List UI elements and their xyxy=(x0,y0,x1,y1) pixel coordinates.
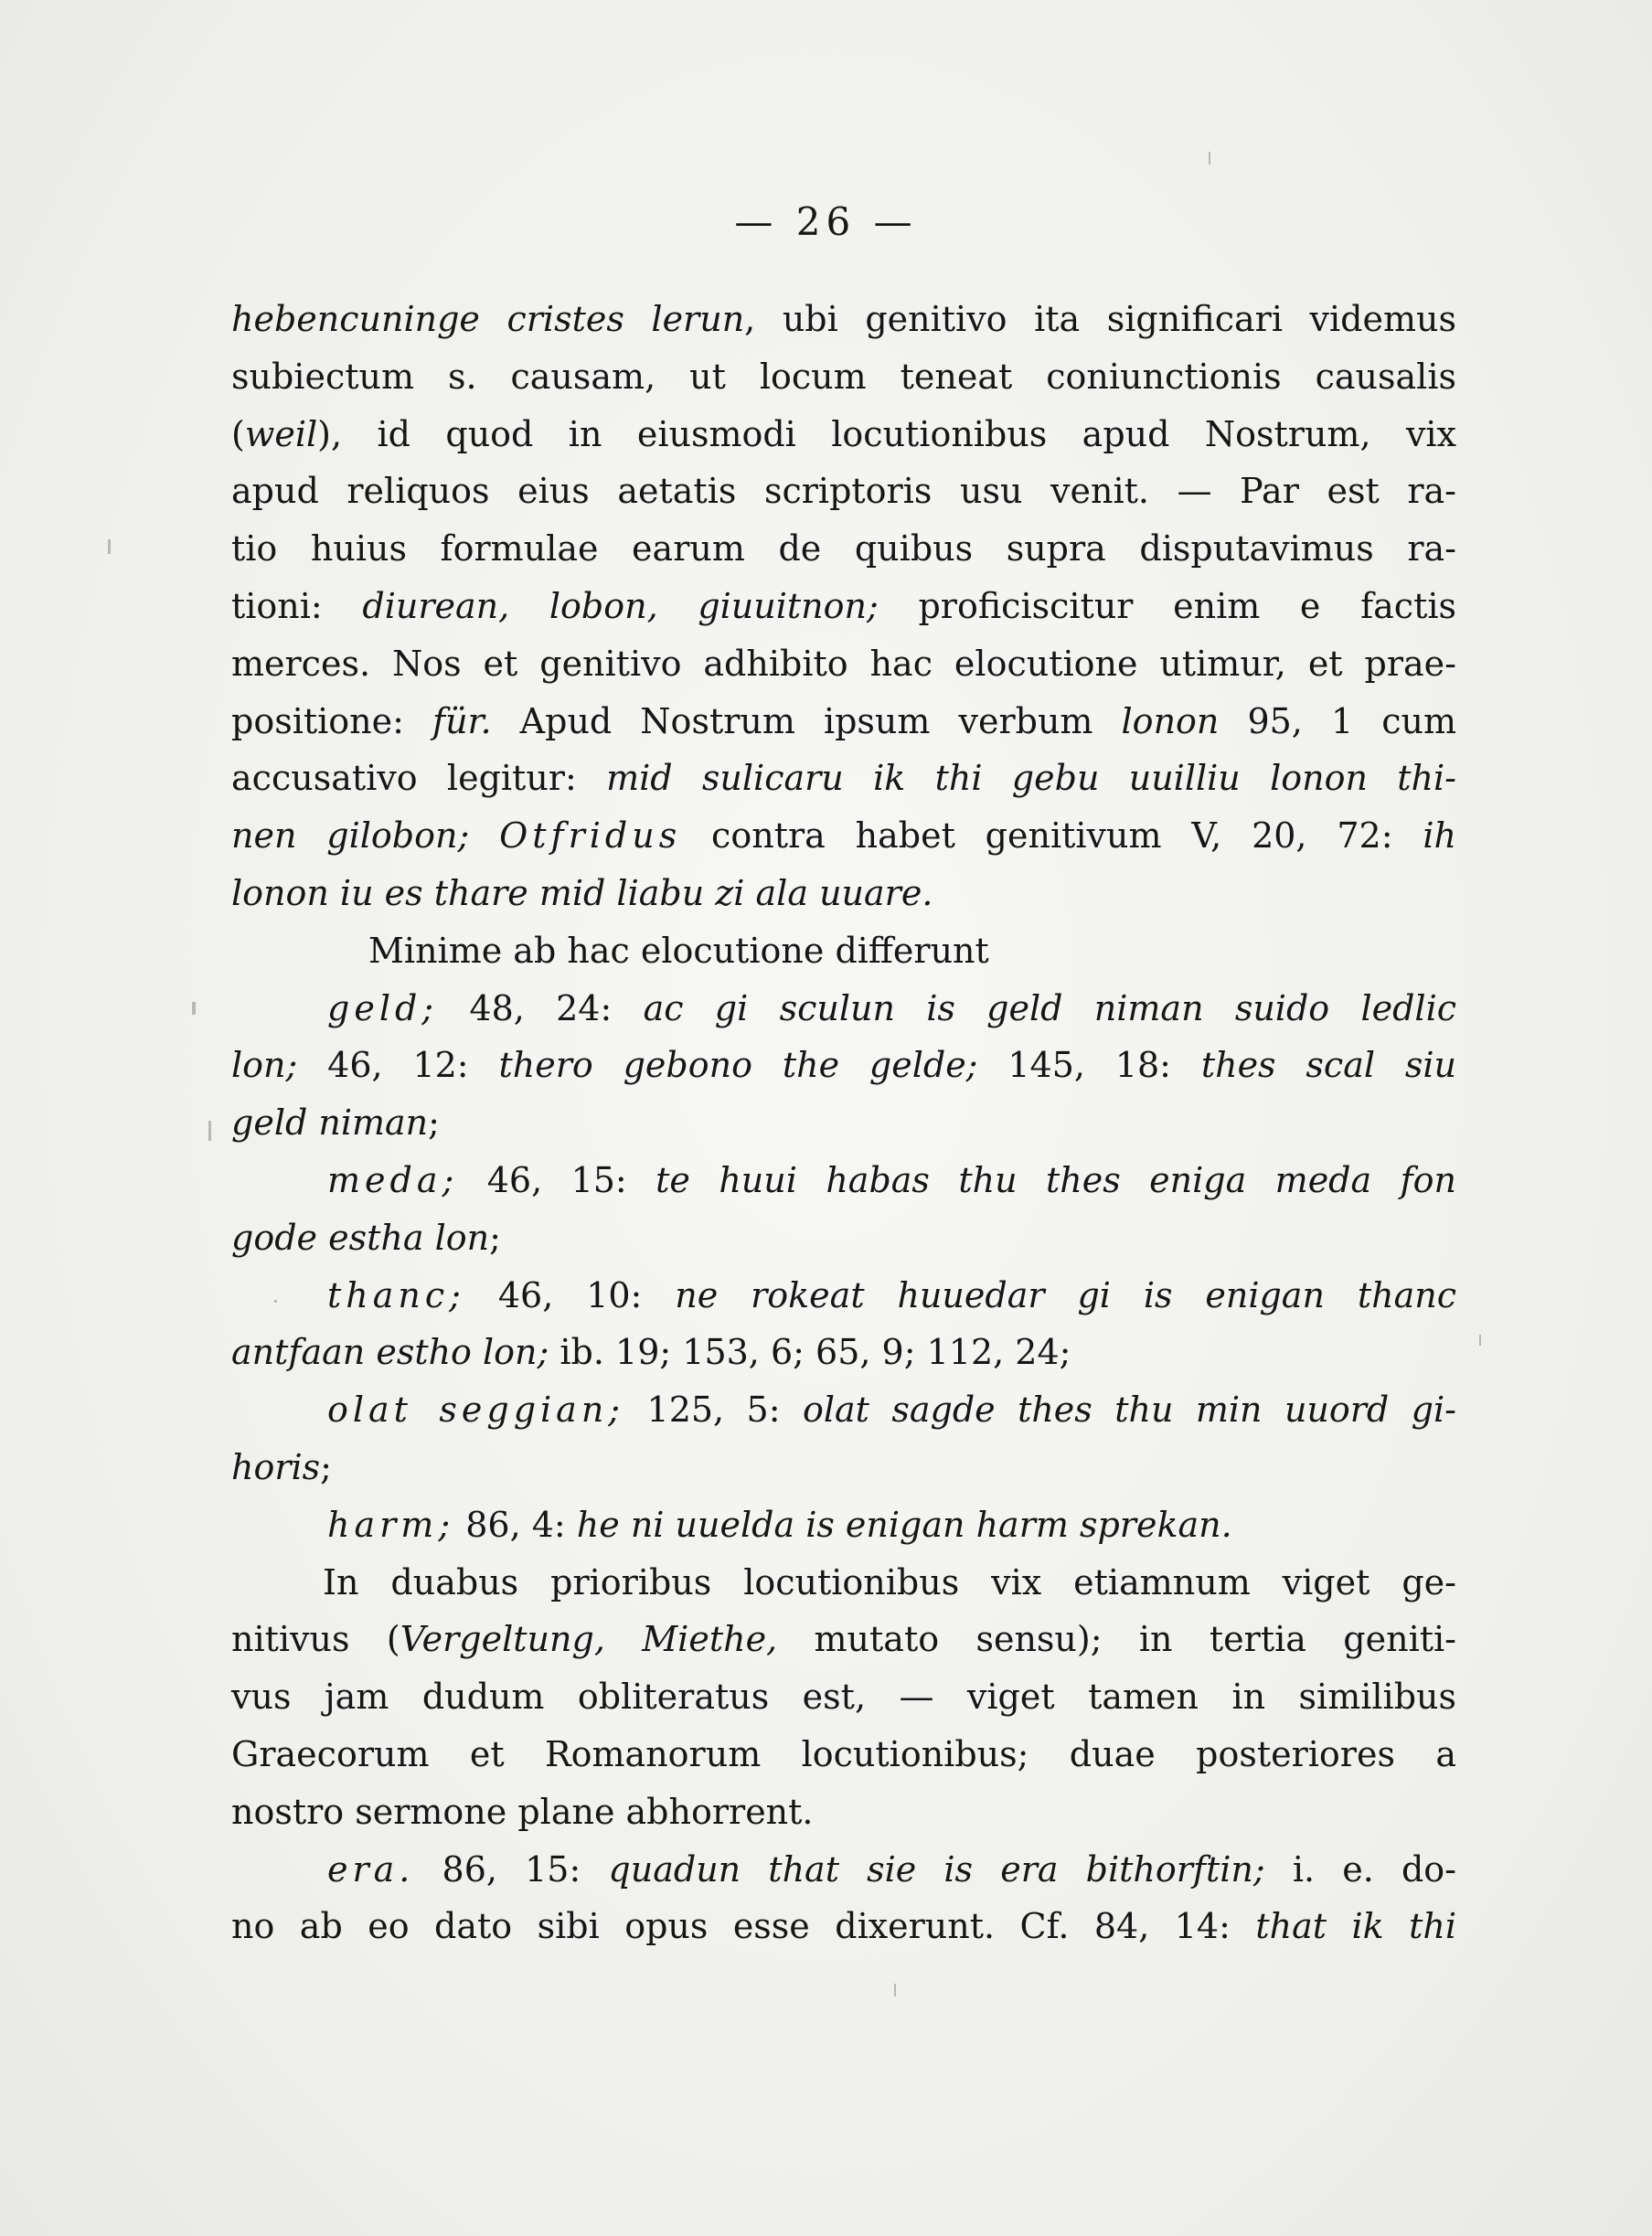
paper-speck xyxy=(108,539,111,554)
emphasized-text: he ni uuelda is enigan harm sprekan. xyxy=(576,1504,1232,1545)
text-run: nitivus ( xyxy=(231,1619,400,1660)
emphasized-text: geld; xyxy=(327,987,439,1028)
emphasized-text: weil xyxy=(244,413,318,454)
text-run: 145, 18: xyxy=(977,1045,1201,1086)
text-run: ; xyxy=(428,1102,440,1144)
emphasized-text: that ik thi xyxy=(1255,1906,1457,1947)
emphasized-text: harm; xyxy=(327,1504,455,1545)
emphasized-text: mid sulicaru ik thi gebu uuilliu lonon thi- xyxy=(606,758,1456,799)
text-run: accusativo legitur: xyxy=(231,758,607,799)
text-run: 86, 4: xyxy=(454,1504,577,1545)
text-run: proficiscitur enim e factis xyxy=(878,585,1457,626)
text-run: 46, 15: xyxy=(458,1159,656,1200)
text-line xyxy=(231,865,1456,922)
text-run: 46, 10: xyxy=(464,1274,676,1315)
text-line xyxy=(231,635,1456,693)
text-line xyxy=(231,807,1456,865)
emphasized-text: thero gebono the gelde; xyxy=(498,1045,978,1086)
emphasized-text: thes scal siu xyxy=(1200,1045,1456,1086)
emphasized-text: lon; xyxy=(231,1045,298,1086)
emphasized-text: horis xyxy=(231,1446,321,1487)
text-line xyxy=(231,1324,1456,1381)
emphasized-text: lonon iu es thare mid liabu zi ala uuare. xyxy=(231,872,933,913)
emphasized-text: era. xyxy=(327,1848,415,1890)
text-run: 48, 24: xyxy=(438,987,644,1028)
text-run: tioni: xyxy=(231,585,363,626)
paper-speck xyxy=(894,1984,896,1996)
text-line xyxy=(231,348,1456,406)
text-run: nostro sermone plane abhorrent. xyxy=(231,1791,814,1832)
paper-speck xyxy=(274,1300,277,1303)
emphasized-text: gode estha lon xyxy=(231,1217,490,1258)
paper-speck xyxy=(1479,1335,1481,1346)
text-line xyxy=(231,1898,1456,1955)
text-run: tio huius formulae earum de quibus supra disputavimus ra- xyxy=(231,528,1456,570)
text-run: apud reliquos eius aetatis scriptoris usu venit. — Par est ra- xyxy=(231,471,1456,512)
emphasized-text: te huui habas thu thes eniga meda fon xyxy=(655,1159,1456,1200)
text-line xyxy=(231,750,1456,807)
emphasized-text: meda; xyxy=(327,1159,459,1200)
emphasized-text: hebencuninge cristes lerun xyxy=(231,299,745,339)
emphasized-text: ac gi sculun is geld niman suido ledlic xyxy=(643,987,1457,1028)
text-run: positione: xyxy=(231,700,432,741)
text-line xyxy=(231,1726,1456,1783)
text-run: Graecorum et Romanorum locutionibus; duae posteriores a xyxy=(231,1733,1456,1774)
text-run: merces. Nos et genitivo adhibito hac elocutione utimur, et prae- xyxy=(231,643,1456,684)
text-run: In duabus prioribus locutionibus vix etiamnum viget ge- xyxy=(323,1561,1456,1602)
text-line xyxy=(231,1496,1456,1554)
text-run: mutato sensu); in tertia geniti- xyxy=(777,1619,1456,1660)
text-line xyxy=(231,980,1456,1038)
text-run: subiectum s. causam, ut locum teneat coniunctionis causalis xyxy=(231,356,1456,397)
emphasized-text: quadun that sie is era bithorftin; xyxy=(608,1848,1265,1890)
paper-speck xyxy=(208,1121,211,1141)
page-number: — 26 — xyxy=(734,199,918,244)
paper-speck xyxy=(1209,152,1210,165)
text-run: Minime ab hac elocutione differunt xyxy=(368,930,989,971)
text-run: ( xyxy=(231,413,245,454)
text-run: contra habet genitivum V, 20, 72: xyxy=(681,815,1423,857)
text-run: ; xyxy=(489,1217,501,1258)
text-run: 125, 5: xyxy=(624,1390,803,1431)
text-line xyxy=(231,693,1456,751)
emphasized-text: geld niman xyxy=(231,1102,429,1144)
emphasized-text: nen gilobon; xyxy=(231,815,500,857)
text-line xyxy=(231,463,1456,520)
emphasized-text: ih xyxy=(1423,815,1456,857)
text-run: 95, 1 cum xyxy=(1219,700,1456,741)
body-text xyxy=(231,291,1456,1955)
text-run: ), id quod in eiusmodi locutionibus apud Nostrum, vix xyxy=(317,413,1456,454)
text-line xyxy=(231,922,1456,980)
text-line xyxy=(231,1209,1456,1267)
text-line xyxy=(231,520,1456,578)
text-run: ib. 19; 153, 6; 65, 9; 112, 24; xyxy=(549,1332,1071,1373)
text-run: , ubi genitivo ita significari videmus xyxy=(744,299,1456,339)
text-line xyxy=(231,1611,1456,1668)
text-line xyxy=(231,291,1456,348)
text-line xyxy=(231,578,1456,635)
text-line xyxy=(231,406,1456,463)
emphasized-text: Vergeltung, Miethe, xyxy=(400,1619,778,1660)
emphasized-text: lonon xyxy=(1121,700,1220,741)
text-line xyxy=(231,1037,1456,1094)
text-run: i. e. do- xyxy=(1264,1848,1456,1890)
emphasized-text: ne rokeat huuedar gi is enigan thanc xyxy=(675,1274,1456,1315)
emphasized-text: olat seggian; xyxy=(327,1390,625,1431)
emphasized-text: Otfridus xyxy=(499,815,682,857)
text-run: no ab eo dato sibi opus esse dixerunt. Cf. 84, 14: xyxy=(231,1906,1256,1947)
text-run: ; xyxy=(320,1446,332,1487)
text-line xyxy=(231,1152,1456,1209)
emphasized-text: diurean, lobon, giuuitnon; xyxy=(362,585,879,626)
text-line xyxy=(231,1668,1456,1726)
emphasized-text: antfaan estho lon; xyxy=(231,1332,549,1373)
paper-speck xyxy=(192,1002,196,1015)
text-line xyxy=(231,1783,1456,1841)
text-run: 46, 12: xyxy=(297,1045,499,1086)
text-line xyxy=(231,1841,1456,1899)
text-run: vus jam dudum obliteratus est, — viget tamen in similibus xyxy=(231,1677,1456,1718)
emphasized-text: für. xyxy=(432,700,492,741)
text-line xyxy=(231,1094,1456,1152)
text-line xyxy=(231,1267,1456,1325)
text-run: 86, 15: xyxy=(414,1848,609,1890)
text-line xyxy=(231,1439,1456,1496)
text-line xyxy=(231,1554,1456,1612)
text-run: Apud Nostrum ipsum verbum xyxy=(491,700,1122,741)
emphasized-text: olat sagde thes thu min uuord gi- xyxy=(802,1390,1456,1431)
text-line xyxy=(231,1381,1456,1439)
emphasized-text: thanc; xyxy=(327,1274,465,1315)
